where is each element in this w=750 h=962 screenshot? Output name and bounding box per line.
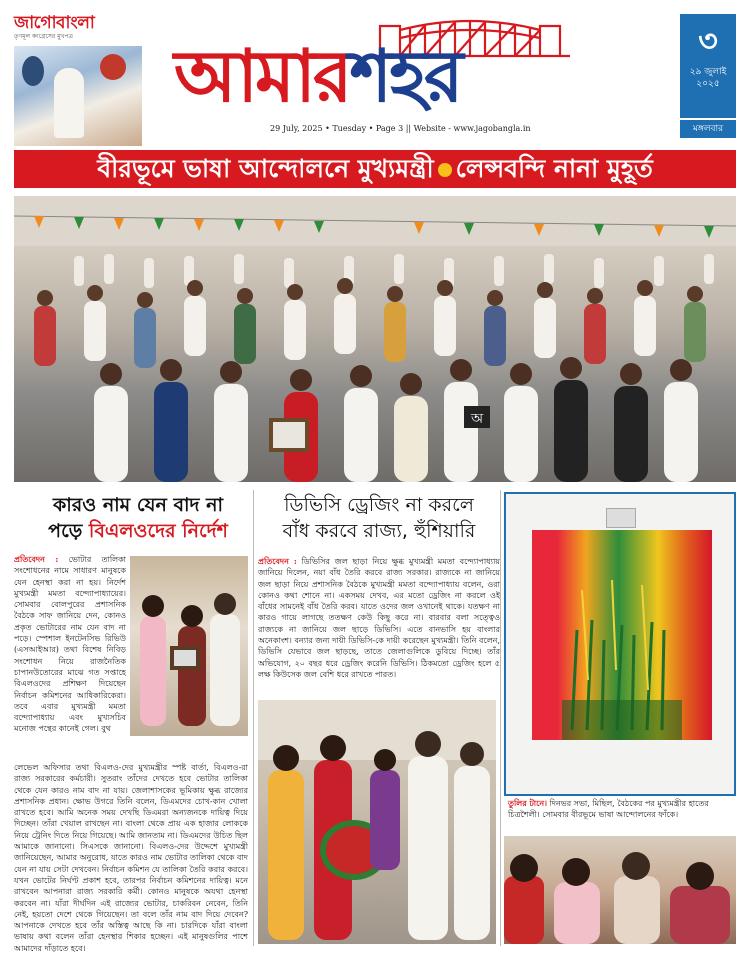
brand-tagline: তৃণমূল কংগ্রেসের মুখপত্র [14, 33, 73, 40]
promo-figure [100, 54, 126, 80]
dateline: 29 July, 2025 • Tuesday • Page 3 || Website - www.jagobangla.in [270, 124, 531, 133]
column-divider [253, 490, 254, 946]
page-day: মঙ্গলবার [680, 120, 736, 138]
banner-headline-right: লেন্সবন্দি নানা মুহূর্ত [455, 154, 653, 183]
brand-logo[interactable]: জাগোবাংলা [14, 13, 95, 33]
painting-photo [504, 492, 736, 796]
left-story-body-part2: লেভেল অফিসার তথা বিএলও-দের মুখ্যমন্ত্রীর স্পষ্ট বার্তা, বিএলও-রা রাজ্য সরকারের কর্মচারী। সুতরাং তাঁদের দেখতে হবে ভোটার তালিকা থেকে যেন কারও নাম বাদ না যায়। জেলাশাসকের ভূমিকায় ক্ষুব্ধ রাজ্যের প্রশাসনিক প্রধান। ক্ষোভ উগরে তিনি বলেন, ডিএমদের চোখ-কান খোলা রাখতে হবে। আমি অনেক সময় দেখছি ডিএমরা অন্যজনকে দায়িত্ব দিয়ে দিচ্ছেন। তাঁরা খেয়াল রাখছেন না। বাংলা থেকে প্রায় এক হাজার লোককে নিয়ে ট্রেনিং দিতে নিয়ে গিয়েছে। আমি জানতাম না। ডিএমদের উচিত ছিল আমাকে জানানো। সিএসকে জানানো। বিএলও-দের উদ্দেশে মুখ্যমন্ত্রী জানিয়েছেন, আমার অনুরোধ, যাতে কারও নাম ভোটার তালিকা থেকে বাদ যেন না যায় সেটা দেখবেন। নির্বাচন কমিশন যে তালিকা তৈরি করার করবে। যখন ভোটের নির্ঘণ্ট প্রকাশ হবে, তারপর নির্বাচন কমিশনের দায়িত্ব। মনে রাখবেন আপনারা রাজ্য সরকারি কর্মী। কোনও মানুষকে অযথা হেনস্থা করবেন না। যাঁরা দীর্ঘদিন এই রাজ্যের ভোটার, চাকরিবন নেবেন, তিনি নেই, হয়তো দেশে থেকে গিয়েছেন। তা বলে তাঁর নাম বাদ দিয়ে দেবেন? আপনাকে দেখতে হবে তাঁর অস্তিত্ব আছে কি না। চারদিকে যাঁরা বাংলা ভাষায় কথা বলেন তাঁরা হেনস্থার শিকার হচ্ছেন। এই মানুষগুলির পাশে আমাদের দাঁড়াতে হবে। [14, 763, 248, 953]
page-year: ২০২৫ [696, 79, 720, 89]
right-crowd-photo [504, 836, 736, 944]
painting-texture [532, 530, 712, 740]
paper-title-area [170, 14, 580, 124]
promo-figure [22, 56, 44, 86]
column-divider [500, 490, 501, 946]
mid-story-body [258, 556, 500, 696]
paper-title [174, 33, 461, 118]
left-story-body-part1 [14, 554, 126, 762]
caption-lead: তুলির টানে। [508, 798, 547, 808]
placard-text: অ [470, 411, 484, 427]
mid-headline-line1: ডিভিসি ড্রেজিং না করলে [284, 494, 474, 516]
page-date: ২৯ জুলাই [689, 67, 727, 77]
mid-story-headline [258, 492, 500, 546]
banner-headline [14, 150, 736, 188]
page-number: ৩ [698, 24, 718, 59]
promo-figure [54, 68, 84, 138]
paper-title-part1: আমার [174, 33, 350, 118]
masthead [0, 0, 750, 145]
mid-para1: ডিভিসির জল ছাড়া নিয়ে ক্ষুব্ধ মুখ্যমন্ত্রী মমতা বন্দ্যোপাধ্যায় জানিয়ে দিলেন, নয়া বাঁধ তৈরি করবে রাজ্য সরকার। রাজ্যকে না জানিয়ে জল ছাড়া নিয়ে প্রশাসনিক বৈঠকে মুখ্যমন্ত্রী মমতা বন্দ্যোপাধ্যায় বলেন, ওরা কোনও কথা শোনে না। একসময় দেখব, এর মতো ড্রেজিং না করলে ওই বাঁধের সামনেই বাঁধ তৈরি করব। যাতে ওদের জল ওখানেই থাকে। যতক্ষণ না কারও গায়ে লাগছে ততক্ষণ কেউ কিছু করে না। বারবার বলা সত্ত্বেও রাজ্যকে না জানিয়ে জল ছাড়ে ডিভিসি। এতে বানভাসি হয় বাংলার অনেকাংশ। বন্যার জন্য দায়ী ডিভিসি-কে দায়ী করেছেন মুখ্যমন্ত্রী। তিনি বলেন, ডিভিসি যেভাবে জল ছাড়ছে, তাতে জেলাগুলিকে ডুবিয়ে দিচ্ছে। তাঁর অভিযোগ, ২০ বছর ধরে ড্রেজিং করেনি ডিভিসি। ঠিকমতো ড্রেজিং হলে ৫ লক্ষ কিউসেক জল বেশি ধরে রাখতে পারত। [258, 557, 500, 679]
left-story-photo [130, 556, 248, 736]
left-para1: ভোটার তালিকা সংশোধনের নামে সাধারণ মানুষকে যেন হেনস্থা করা না হয়। নির্দেশ মুখ্যমন্ত্রী মমতা বন্দ্যোপাধ্যায়ের। সোমবার বোলপুরের প্রশাসনিক বৈঠকে সাফ জানিয়ে দেন, কোনও প্রকৃত ভোটারের নাম যেন বাদ না পড়ে। স্পেশাল ইনটেনসিভ রিভিউ (এসআইআর) তথা বিশেষ নিবিড় সংশোধন নিয়ে রাজনৈতিক চাপানউতোরের মাঝে গত সপ্তাহে বিএলওদের প্রশিক্ষণ দিয়েছেন নির্বাচন কমিশনের আধিকারিকেরা। তবে এবার মুখ্যমন্ত্রী মমতা বন্দ্যোপাধ্যায় এবং মুখ্যসচিব মনোজ পন্থের কানেই গেল। বুথ [14, 555, 126, 734]
left-byline: প্রতিবেদন : [14, 554, 59, 564]
left-headline-line2: পড়ে [48, 520, 89, 542]
brand-promo-photo[interactable] [14, 46, 142, 146]
paper-title-part2: শহর [349, 33, 461, 118]
banner-headline-left: বীরভূমে ভাষা আন্দোলনে মুখ্যমন্ত্রী [97, 154, 434, 183]
rally-crowd-illustration [14, 196, 736, 482]
mid-byline: প্রতিবেদন : [258, 556, 297, 566]
left-headline-red: বিএলওদের নির্দেশ [88, 520, 228, 542]
main-rally-photo [14, 196, 736, 482]
painting-caption [508, 798, 734, 832]
page-number-box [680, 14, 736, 118]
easel-clip-icon [606, 508, 636, 528]
brand-box[interactable] [14, 14, 144, 144]
caption-text: দিনভর সভা, মিছিল, বৈঠকের পর মুখ্যমন্ত্রীর হাতের চিত্রশৈলী। সোমবার বীরভূমে ভাষা আন্দোলনের ফাঁকে। [508, 799, 709, 819]
left-headline-line1: কারও নাম যেন বাদ না [52, 494, 223, 516]
left-story-headline [14, 492, 262, 546]
mid-headline-line2: বাঁধ করবে রাজ্য, হুঁশিয়ারি [282, 520, 476, 542]
bullet-dot-icon [438, 163, 452, 177]
mid-story-photo [258, 700, 496, 944]
